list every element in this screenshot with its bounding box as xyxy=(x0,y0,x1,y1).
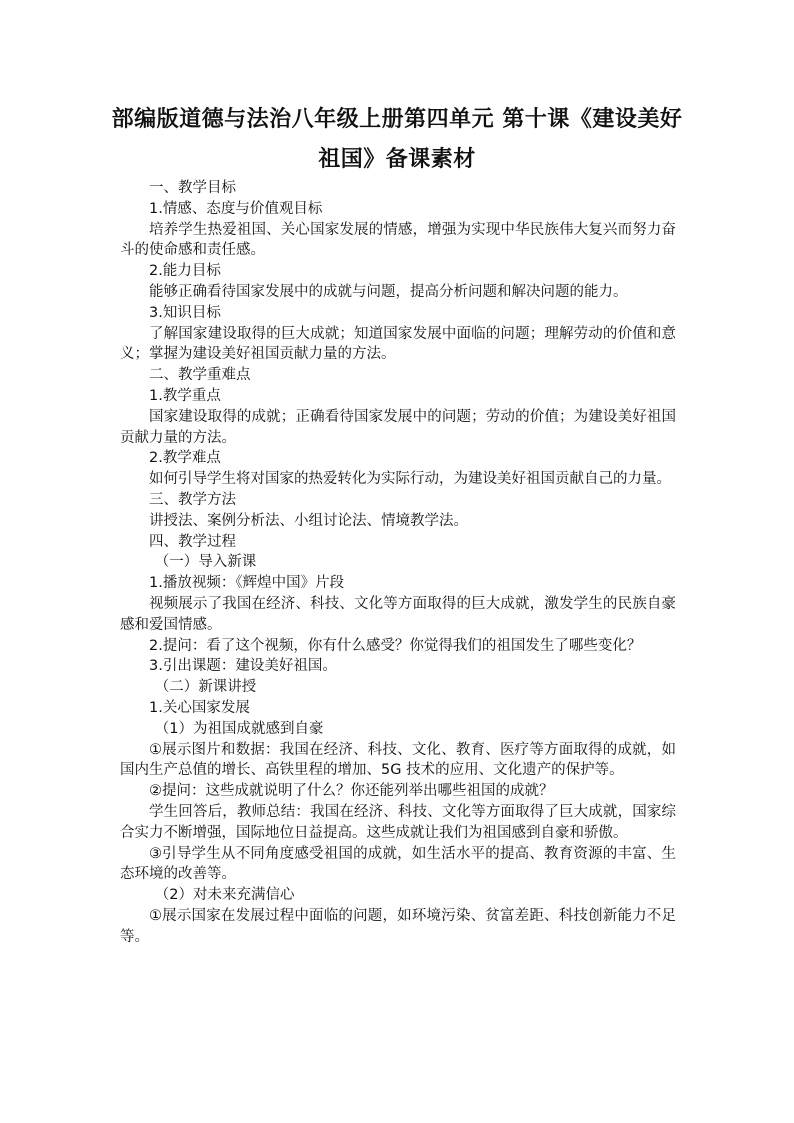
subsection-heading: 2.教学难点 xyxy=(149,450,221,467)
paragraph: 能够正确看待国家发展中的成就与问题，提高分析问题和解决问题的能力。 xyxy=(149,283,628,300)
paragraph: 视频展示了我国在经济、科技、文化等方面取得的巨大成就，激发学生的民族自豪感和爱国情感。 xyxy=(120,595,676,633)
list-item: ①展示图片和数据：我国在经济、科技、文化、教育、医疗等方面取得的成就，如国内生产总值的增长、高铁里程的增加、5G 技术的应用、文化遗产的保护等。 xyxy=(120,741,676,779)
subsection-heading: 1.关心国家发展 xyxy=(149,699,250,716)
paragraph: 讲授法、案例分析法、小组讨论法、情境教学法。 xyxy=(149,512,468,529)
section-heading: 三、教学方法 xyxy=(149,491,236,508)
list-item: ①展示国家在发展过程中面临的问题，如环境污染、贫富差距、科技创新能力不足等。 xyxy=(120,907,676,945)
list-item: 3.引出课题：建设美好祖国。 xyxy=(149,658,337,675)
subsection-heading: （一）导入新课 xyxy=(154,554,257,571)
document-body xyxy=(120,178,676,947)
paragraph: 了解国家建设取得的巨大成就；知道国家发展中面临的问题；理解劳动的价值和意义；掌握为建设美好祖国贡献力量的方法。 xyxy=(120,325,676,363)
subsection-heading: 1.教学重点 xyxy=(149,387,221,404)
paragraph: 培养学生热爱祖国、关心国家发展的情感，增强为实现中华民族伟大复兴而努力奋斗的使命感和责任感。 xyxy=(120,221,676,259)
paragraph: 国家建设取得的成就；正确看待国家发展中的问题；劳动的价值；为建设美好祖国贡献力量的方法。 xyxy=(120,408,676,446)
document-title: 部编版道德与法治八年级上册第四单元 第十课《建设美好祖国》备课素材 xyxy=(111,107,683,172)
list-item: 2.提问：看了这个视频，你有什么感受？你觉得我们的祖国发生了哪些变化？ xyxy=(149,637,642,654)
subsection-heading: （二）新课讲授 xyxy=(154,679,257,696)
section-heading: 一、教学目标 xyxy=(149,180,236,196)
subsection-heading: （1）为祖国成就感到自豪 xyxy=(154,720,324,737)
subsection-heading: （2）对未来充满信心 xyxy=(154,887,295,904)
list-item: 1.播放视频：《辉煌中国》片段 xyxy=(149,575,345,592)
list-item: ②提问：这些成就说明了什么？你还能列举出哪些祖国的成就？ xyxy=(149,783,554,800)
subsection-heading: 3.知识目标 xyxy=(149,304,221,321)
subsection-heading: 2.能力目标 xyxy=(149,263,221,280)
section-heading: 四、教学过程 xyxy=(149,533,236,550)
list-item: ③引导学生从不同角度感受祖国的成就，如生活水平的提高、教育资源的丰富、生态环境的改善等。 xyxy=(120,845,676,883)
section-heading: 二、教学重难点 xyxy=(149,367,251,384)
paragraph: 学生回答后，教师总结：我国在经济、科技、文化等方面取得了巨大成就，国家综合实力不断增强，国际地位日益提高。这些成就让我们为祖国感到自豪和骄傲。 xyxy=(120,803,676,841)
subsection-heading: 1.情感、态度与价值观目标 xyxy=(149,200,323,217)
paragraph: 如何引导学生将对国家的热爱转化为实际行动，为建设美好祖国贡献自己的力量。 xyxy=(149,471,671,488)
